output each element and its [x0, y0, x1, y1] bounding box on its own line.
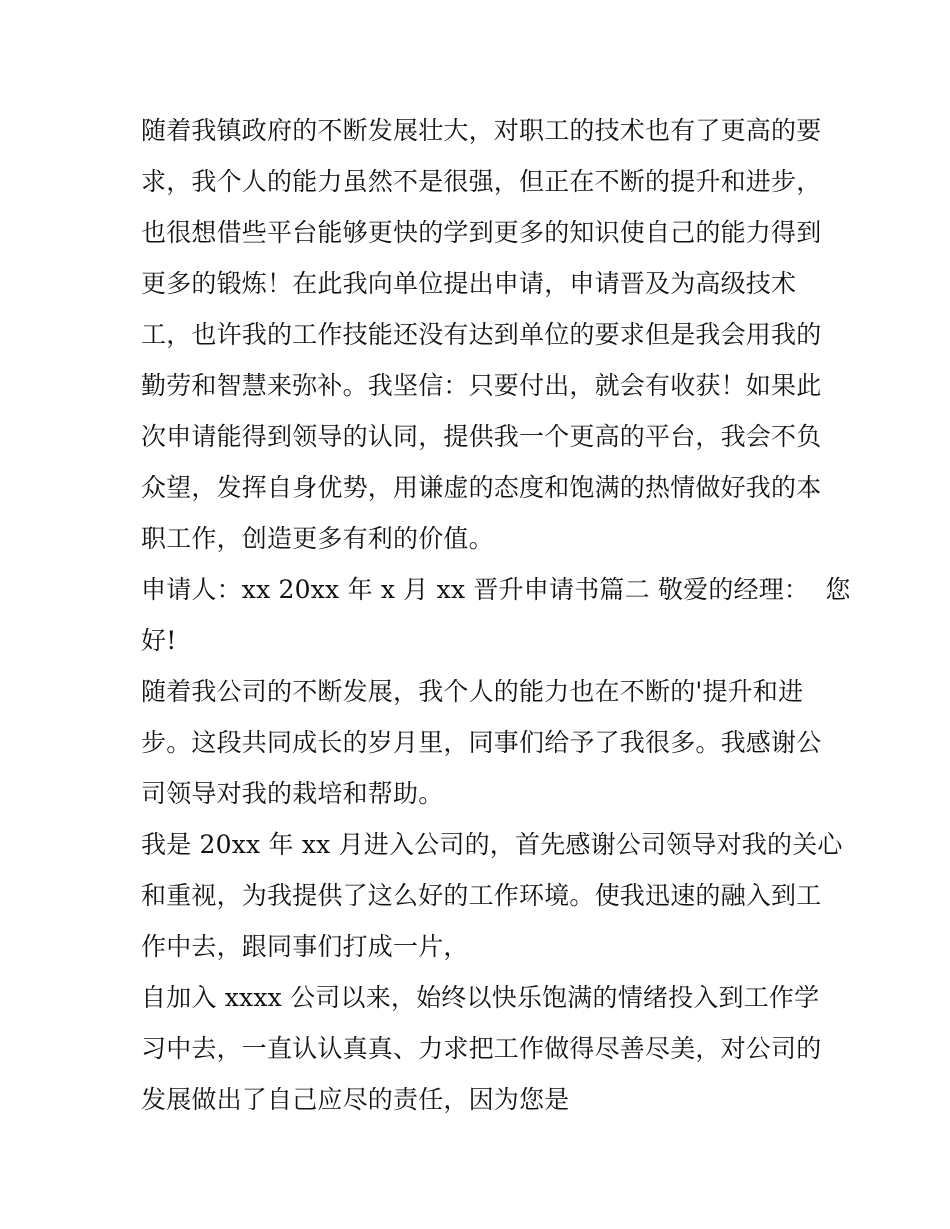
text-line: 和重视，为我提供了这么好的工作环境。使我迅速的融入到工: [141, 881, 822, 910]
text-line: 随着我公司的不断发展，我个人的能力也在不断的'提升和进: [141, 677, 804, 706]
text-line: 我是 20xx 年 xx 月进入公司的，首先感谢公司领导对我的关心: [141, 830, 843, 859]
text-line: 次申请能得到领导的认同，提供我一个更高的平台，我会不负: [141, 422, 822, 451]
text-line: 随着我镇政府的不断发展壮大，对职工的技术也有了更高的要: [141, 116, 822, 145]
text-line: 习中去，一直认认真真、力求把工作做得尽善尽美，对公司的: [141, 1034, 822, 1063]
text-line: 申请人：xx 20xx 年 x 月 xx 晋升申请书篇二 敬爱的经理： 您: [141, 575, 851, 604]
text-line: 也很想借些平台能够更快的学到更多的知识使自己的能力得到: [141, 218, 822, 247]
text-line: 发展做出了自己应尽的责任，因为您是: [141, 1085, 570, 1114]
text-line: 职工作，创造更多有利的价值。: [141, 524, 494, 553]
text-line: 更多的锻炼！在此我向单位提出申请，申请晋及为高级技术: [141, 269, 797, 298]
text-line: 求，我个人的能力虽然不是很强，但正在不断的提升和进步，: [141, 167, 822, 196]
text-line: 众望，发挥自身优势，用谦虚的态度和饱满的热情做好我的本: [141, 473, 822, 502]
document-body: [141, 108, 851, 1128]
text-line: 自加入 xxxx 公司以来，始终以快乐饱满的情绪投入到工作学: [141, 983, 820, 1012]
text-line: 勤劳和智慧来弥补。我坚信：只要付出，就会有收获！如果此: [141, 371, 822, 400]
text-line: 步。这段共同成长的岁月里，同事们给予了我很多。我感谢公: [141, 728, 822, 757]
text-line: 司领导对我的栽培和帮助。: [141, 779, 444, 808]
text-line: 工，也许我的工作技能还没有达到单位的要求但是我会用我的: [141, 320, 822, 349]
text-line: 好!: [141, 626, 177, 655]
text-line: 作中去，跟同事们打成一片，: [141, 932, 469, 961]
